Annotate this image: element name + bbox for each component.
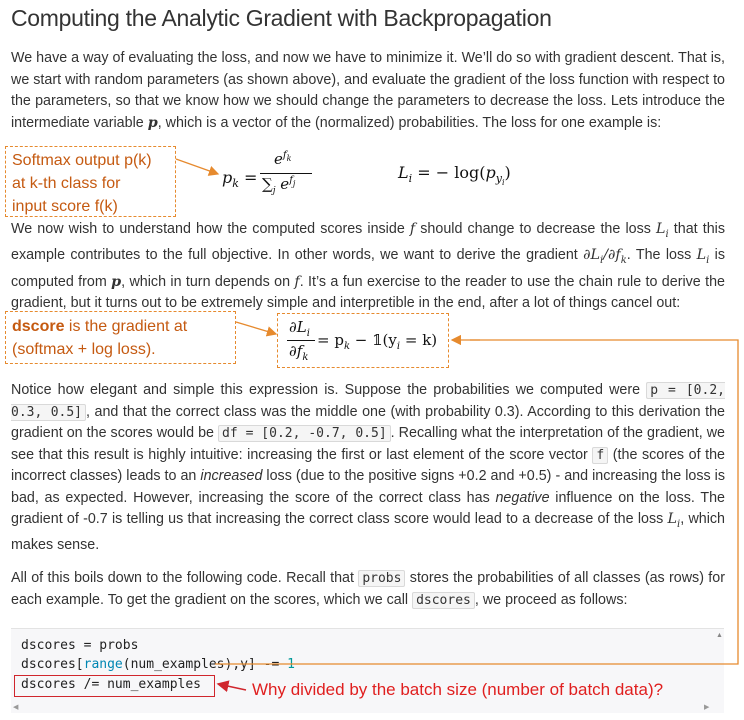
intro-text: We have a way of evaluating the loss, and now we have to minimize it. We’ll do so with gradient descent. That is, we start with random parameters (as shown above), and evaluate the gradient of the loss function with respect to the parameters, so that we know how we should change the parameters to decrease the loss. Lets introduce the intermediate variable (11, 50, 725, 131)
arrow-dscore (236, 322, 276, 334)
intro-tail: , which is a vector of the (normalized) probabilities. The loss for one example is: (157, 114, 662, 131)
code-probs: probs (358, 570, 405, 587)
formula-softmax-denominator: $\sum_j$ $e^{f_j}$ (262, 175, 296, 196)
connector-code-to-formula (215, 340, 738, 664)
code-line-1: dscores = probs (21, 638, 139, 653)
note-dscore-line2: (softmax + log loss). (12, 341, 156, 358)
question-annotation: Why divided by the batch size (number of batch data)? (252, 680, 664, 699)
formula-softmax-numerator: $e^{f_k}$ (274, 150, 292, 168)
arrow-question (218, 684, 246, 690)
scroll-up-icon[interactable]: ▲ (716, 632, 723, 639)
var-p: p (147, 114, 158, 131)
arrow-softmax (176, 159, 218, 174)
note-softmax-line3: input score f(k) (12, 198, 118, 215)
note-softmax-line1: Softmax output p(k) (12, 152, 152, 169)
note-softmax-line2: at k-th class for (12, 175, 121, 192)
paragraph-gradient: We now wish to understand how the computed scores inside f should change to decrease the loss $L_i$ that this example contributes to the full objective. In other words, we want to derive the gradient $\partial L_i/\partial f_k$. The loss $L_i$ is computed from p, which in turn depends on f. It’s a fun exercise to the reader to use the chain rule to derive the gradient, but it turns out to be extremely simple and interpretible in the end, after a lot of things cancel out: (11, 221, 725, 312)
code-f: f (592, 447, 608, 464)
formula-softmax-lhs: $p_k$ = (222, 168, 258, 191)
code-probs-example: p = [0.2, 0.3, 0.5] (11, 383, 725, 420)
page-title: Computing the Analytic Gradient with Backpropagation (11, 5, 552, 31)
paragraph-code-intro: All of this boils down to the following code. Recall that probs stores the probabilities of all classes (as rows) for each example. To get the gradient on the scores, which we call dscores , we proceed as follows: (11, 570, 725, 608)
formula-loss: $L_i$ = − $\log(p_{y_i})$ (398, 163, 511, 188)
code-line-3: dscores /= num_examples (21, 677, 202, 692)
paragraph-example: Notice how elegant and simple this expression is. Suppose the probabilities we computed were p = [0.2, 0.3, 0.5] , and that the correct class was the middle one (with probability 0.3). According to this derivation the gradient on the scores would be df = [0.2, -0.7, 0.5] . Recalling what the interpretation of the gradient, we see that this result is highly intuitive: increasing the first or last element of the score vector f (the scores of the incorrect classes) leads to an increased loss (due to the positive signs +0.2 and +0.5) - and increasing the loss is bad, as expected. However, increasing the score of the correct class has negative influence on the loss. The gradient of -0.7 is telling us that increasing the correct class score would lead to a decrease of the loss $L_i$, which makes sense. (11, 382, 725, 554)
code-line-2: dscores[range(num_examples),y] -= 1 (21, 657, 295, 672)
scroll-right-icon[interactable]: ▶ (704, 704, 710, 711)
note-dscore: dscore is the gradient at (softmax + log loss). (5, 311, 236, 364)
formula-gradient: $\partial L_i$ $\partial f_k$ = $p_k$ − $𝟙(y_i = k)$ (289, 318, 438, 363)
code-dscores: dscores (412, 592, 475, 609)
scroll-left-icon[interactable]: ◀ (13, 704, 19, 711)
code-df-example: df = [0.2, -0.7, 0.5] (218, 425, 391, 442)
note-dscore-bold: dscore (12, 318, 65, 335)
